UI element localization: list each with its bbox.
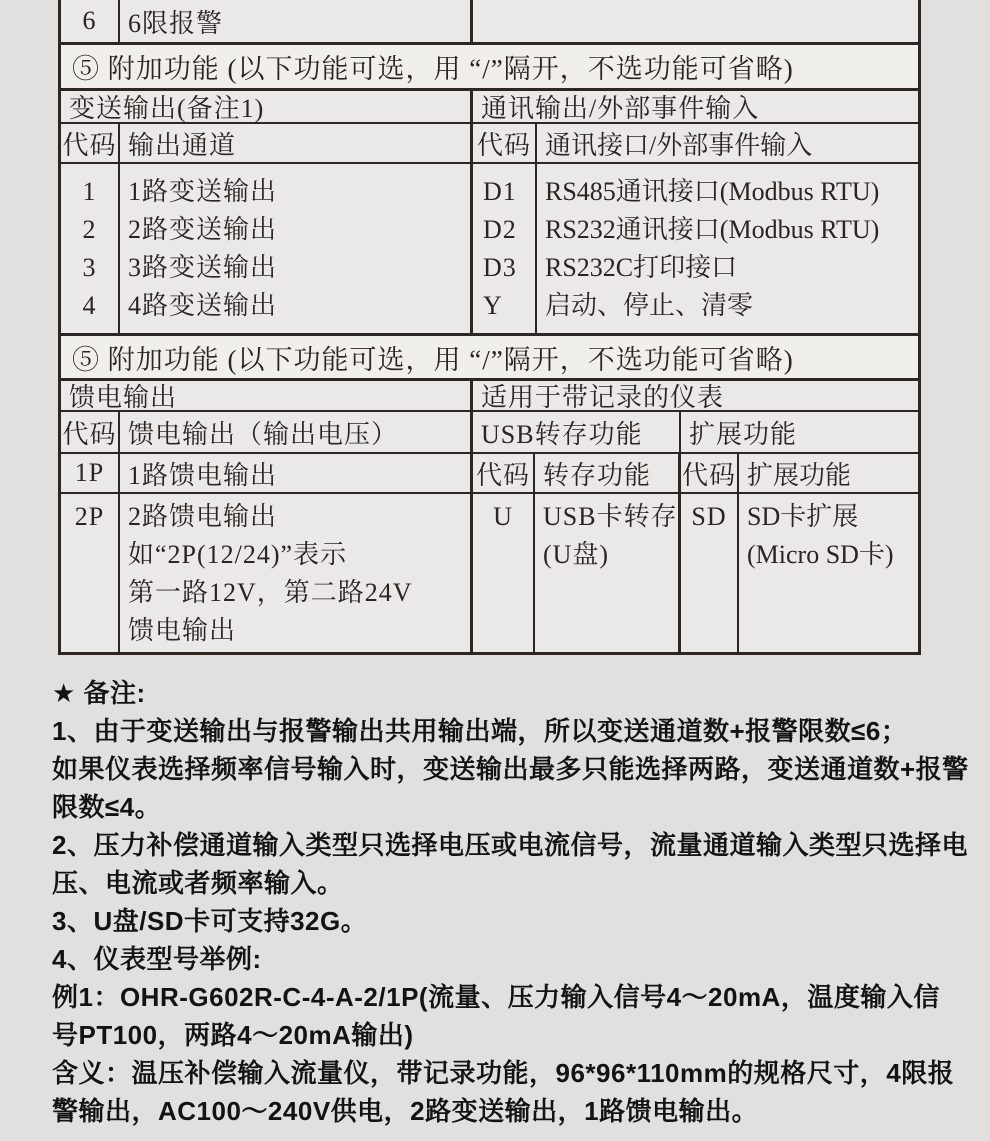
comm-label-d1: RS485通讯接口(Modbus RTU) <box>545 177 880 206</box>
transmit-output-title: 变送输出(备注1) <box>61 91 473 122</box>
upper-group-title-row <box>61 88 918 122</box>
comm-label-d2: RS232通讯接口(Modbus RTU) <box>545 215 880 244</box>
usb-value-cell <box>535 494 681 652</box>
usb-code-cell <box>473 494 535 652</box>
ext-group-title: 扩展功能 <box>689 419 798 449</box>
remark-line-4: 2、压力补偿通道输入类型只选择电压或电流信号，流量通道输入类型只选择电 <box>52 830 968 860</box>
remark-line-2: 如果仪表选择频率信号输入时，变送输出最多只能选择两路，变送通道数+报警 <box>52 754 969 784</box>
comm-code-y: Y <box>483 291 503 320</box>
remarks-title: ★ 备注: <box>52 678 146 708</box>
remarks-section <box>52 674 969 1130</box>
transmit-code-1: 1 <box>82 177 97 206</box>
feed-label-1p: 1路馈电输出 <box>120 454 473 492</box>
feed-code-header: 代码 <box>61 412 120 452</box>
recorder-title: 适用于带记录的仪表 <box>481 383 725 410</box>
transmit-label-2: 2路变送输出 <box>128 215 278 244</box>
feed-output-title: 馈电输出 <box>61 381 473 410</box>
sd-value-line-1: SD卡扩展 <box>747 502 859 531</box>
feed-2p-line-1: 2路馈电输出 <box>128 502 278 531</box>
model-selection-table <box>58 0 921 655</box>
feed-2p-line-4: 馈电输出 <box>128 616 237 645</box>
left-code-header: 代码 <box>61 124 120 162</box>
remark-line-8: 例1：OHR-G602R-C-4-A-2/1P(流量、压力输入信号4～20mA，温度输入信 <box>52 982 940 1012</box>
comm-label-d3: RS232C打印接口 <box>545 253 738 282</box>
sd-code-text: SD <box>691 502 727 531</box>
remark-line-6: 3、U盘/SD卡可支持32G。 <box>52 906 368 936</box>
section5-header-text-1: ⑤ 附加功能 (以下功能可选，用 “/”隔开，不选功能可省略) <box>72 54 794 84</box>
usb-value-header: 转存功能 <box>535 454 681 492</box>
remark-line-3: 限数≤4。 <box>52 792 162 822</box>
feed-row-1p <box>61 452 918 492</box>
transmit-code-column <box>61 164 120 333</box>
remark-line-7: 4、仪表型号举例: <box>52 944 262 974</box>
comm-value-column <box>537 164 918 333</box>
sd-value-line-2: (Micro SD卡) <box>747 540 894 569</box>
feed-2p-line-2: 如“2P(12/24)”表示 <box>128 540 348 569</box>
section5-header-text-2: ⑤ 附加功能 (以下功能可选，用 “/”隔开，不选功能可省略) <box>72 344 794 375</box>
section5-header-row-1 <box>61 42 918 88</box>
usb-group-title: USB转存功能 <box>473 412 681 452</box>
feed-label-2p <box>120 494 473 652</box>
right-value-header: 通讯接口/外部事件输入 <box>545 130 813 160</box>
feed-2p-line-3: 第一路12V，第二路24V <box>128 578 413 607</box>
ext-code-header: 代码 <box>681 454 739 492</box>
comm-code-d3: D3 <box>483 253 517 282</box>
remark-line-11: 警输出，AC100～240V供电，2路变送输出，1路馈电输出。 <box>52 1096 759 1126</box>
left-value-header: 输出通道 <box>120 124 473 162</box>
alarm-code-cell: 6 <box>61 0 120 42</box>
comm-code-d2: D2 <box>483 215 517 244</box>
transmit-label-3: 3路变送输出 <box>128 253 278 282</box>
comm-code-d1: D1 <box>483 177 517 206</box>
usb-value-line-1: USB卡转存 <box>543 502 678 531</box>
right-code-header: 代码 <box>473 124 537 162</box>
feed-code-1p: 1P <box>61 454 120 492</box>
transmit-code-2: 2 <box>82 215 97 244</box>
usb-value-line-2: (U盘) <box>543 540 610 569</box>
lower-group-title-row <box>61 378 918 410</box>
feed-value-header: 馈电输出（输出电压） <box>120 412 473 452</box>
upper-data-block <box>61 162 918 333</box>
remark-line-9: 号PT100，两路4～20mA输出) <box>52 1020 414 1050</box>
transmit-label-1: 1路变送输出 <box>128 177 278 206</box>
transmit-code-3: 3 <box>82 253 97 282</box>
remark-line-1: 1、由于变送输出与报警输出共用输出端，所以变送通道数+报警限数≤6； <box>52 716 908 746</box>
usb-code-text: U <box>493 502 513 531</box>
alarm-limit-row <box>61 0 918 42</box>
feed-row-2p <box>61 492 918 652</box>
sd-value-cell <box>739 494 918 652</box>
comm-output-title: 通讯输出/外部事件输入 <box>481 94 760 122</box>
transmit-value-column <box>120 164 473 333</box>
sd-code-cell <box>681 494 739 652</box>
lower-header-row <box>61 410 918 452</box>
ext-value-header: 扩展功能 <box>747 460 852 490</box>
alarm-label-cell: 6限报警 <box>120 0 473 42</box>
comm-code-column <box>473 164 537 333</box>
transmit-label-4: 4路变送输出 <box>128 291 278 320</box>
alarm-empty-cell <box>473 0 918 42</box>
usb-code-header: 代码 <box>473 454 535 492</box>
section5-header-row-2 <box>61 333 918 378</box>
transmit-code-4: 4 <box>82 291 97 320</box>
remark-line-10: 含义：温压补偿输入流量仪，带记录功能，96*96*110mm的规格尺寸，4限报 <box>52 1058 955 1088</box>
feed-code-2p <box>61 494 120 652</box>
remark-line-5: 压、电流或者频率输入。 <box>52 868 344 898</box>
upper-column-header-row <box>61 122 918 162</box>
feed-code-2p-text: 2P <box>74 502 105 531</box>
comm-label-y: 启动、停止、清零 <box>545 291 754 320</box>
